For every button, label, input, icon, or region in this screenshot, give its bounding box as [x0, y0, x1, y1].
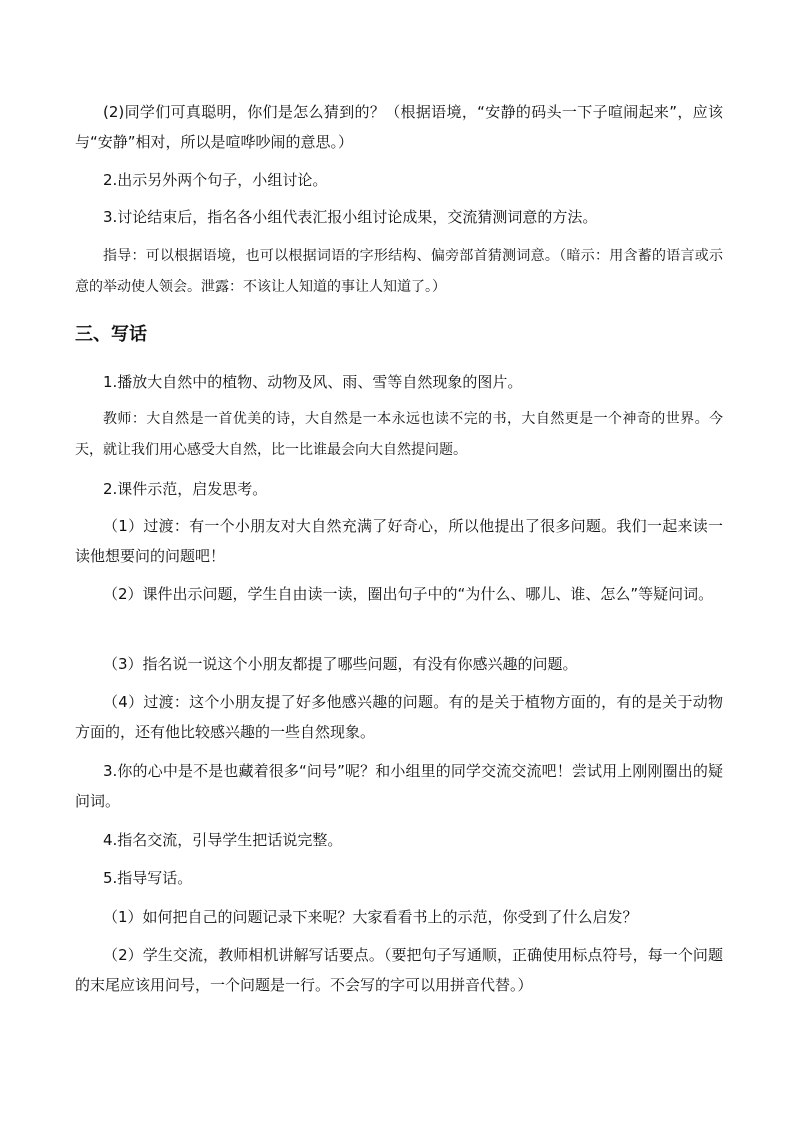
- paragraph-name-speak: （3）指名说一说这个小朋友都提了哪些问题，有没有你感兴趣的问题。: [103, 655, 578, 673]
- paragraph-step2-question: (2)同学们可真聪明，你们是怎么猜到的？（根据语境，“安静的码头一下子喧闹起来”，应该与“安静”相对，所以是喧哗吵闹的意思。）: [75, 103, 723, 151]
- paragraph-play-images: 1.播放大自然中的植物、动物及风、雨、雪等自然现象的图片。: [103, 373, 523, 391]
- paragraph-guidance-note: 指导：可以根据语境，也可以根据词语的字形结构、偏旁部首猜测词意。（暗示：用含蓄的语言或示意的举动使人领会。泄露：不该让人知道的事让人知道了。）: [75, 248, 723, 295]
- section-heading-writing: 三、写话: [75, 324, 147, 345]
- paragraph-name-exchange: 4.指名交流，引导学生把话说完整。: [103, 831, 343, 849]
- paragraph-courseware-demo: 2.课件示范，启发思考。: [103, 480, 268, 498]
- paragraph-question-marks: 3.你的心中是不是也藏着很多“问号”呢？和小组里的同学交流交流吧！尝试用上刚刚圈出的疑问词。: [75, 762, 723, 810]
- paragraph-transition-1: （1）过渡：有一个小朋友对大自然充满了好奇心，所以他提出了很多问题。我们一起来读一读他想要问的问题吧！: [75, 517, 723, 565]
- paragraph-group-report: 3.讨论结束后，指名各小组代表汇报小组讨论成果，交流猜测词意的方法。: [103, 208, 598, 226]
- paragraph-show-questions: （2）课件出示问题，学生自由读一读，圈出句子中的“为什么、哪儿、谁、怎么”等疑问词。: [103, 585, 714, 603]
- paragraph-record-questions: （1）如何把自己的问题记录下来呢？大家看看书上的示范，你受到了什么启发？: [103, 908, 638, 926]
- paragraph-guide-writing: 5.指导写话。: [103, 869, 193, 887]
- paragraph-transition-4: （4）过渡：这个小朋友提了好多他感兴趣的问题。有的是关于植物方面的，有的是关于动物方面的，还有他比较感兴趣的一些自然现象。: [75, 693, 723, 741]
- paragraph-teacher-intro: 教师：大自然是一首优美的诗，大自然是一本永远也读不完的书，大自然更是一个神奇的世界。今天，就让我们用心感受大自然，比一比谁最会向大自然提问题。: [75, 411, 723, 458]
- paragraph-writing-points: （2）学生交流，教师相机讲解写话要点。（要把句子写通顺，正确使用标点符号，每一个问题的末尾应该用问号，一个问题是一行。不会写的字可以用拼音代替。）: [75, 946, 723, 994]
- paragraph-show-sentences: 2.出示另外两个句子，小组讨论。: [103, 171, 328, 189]
